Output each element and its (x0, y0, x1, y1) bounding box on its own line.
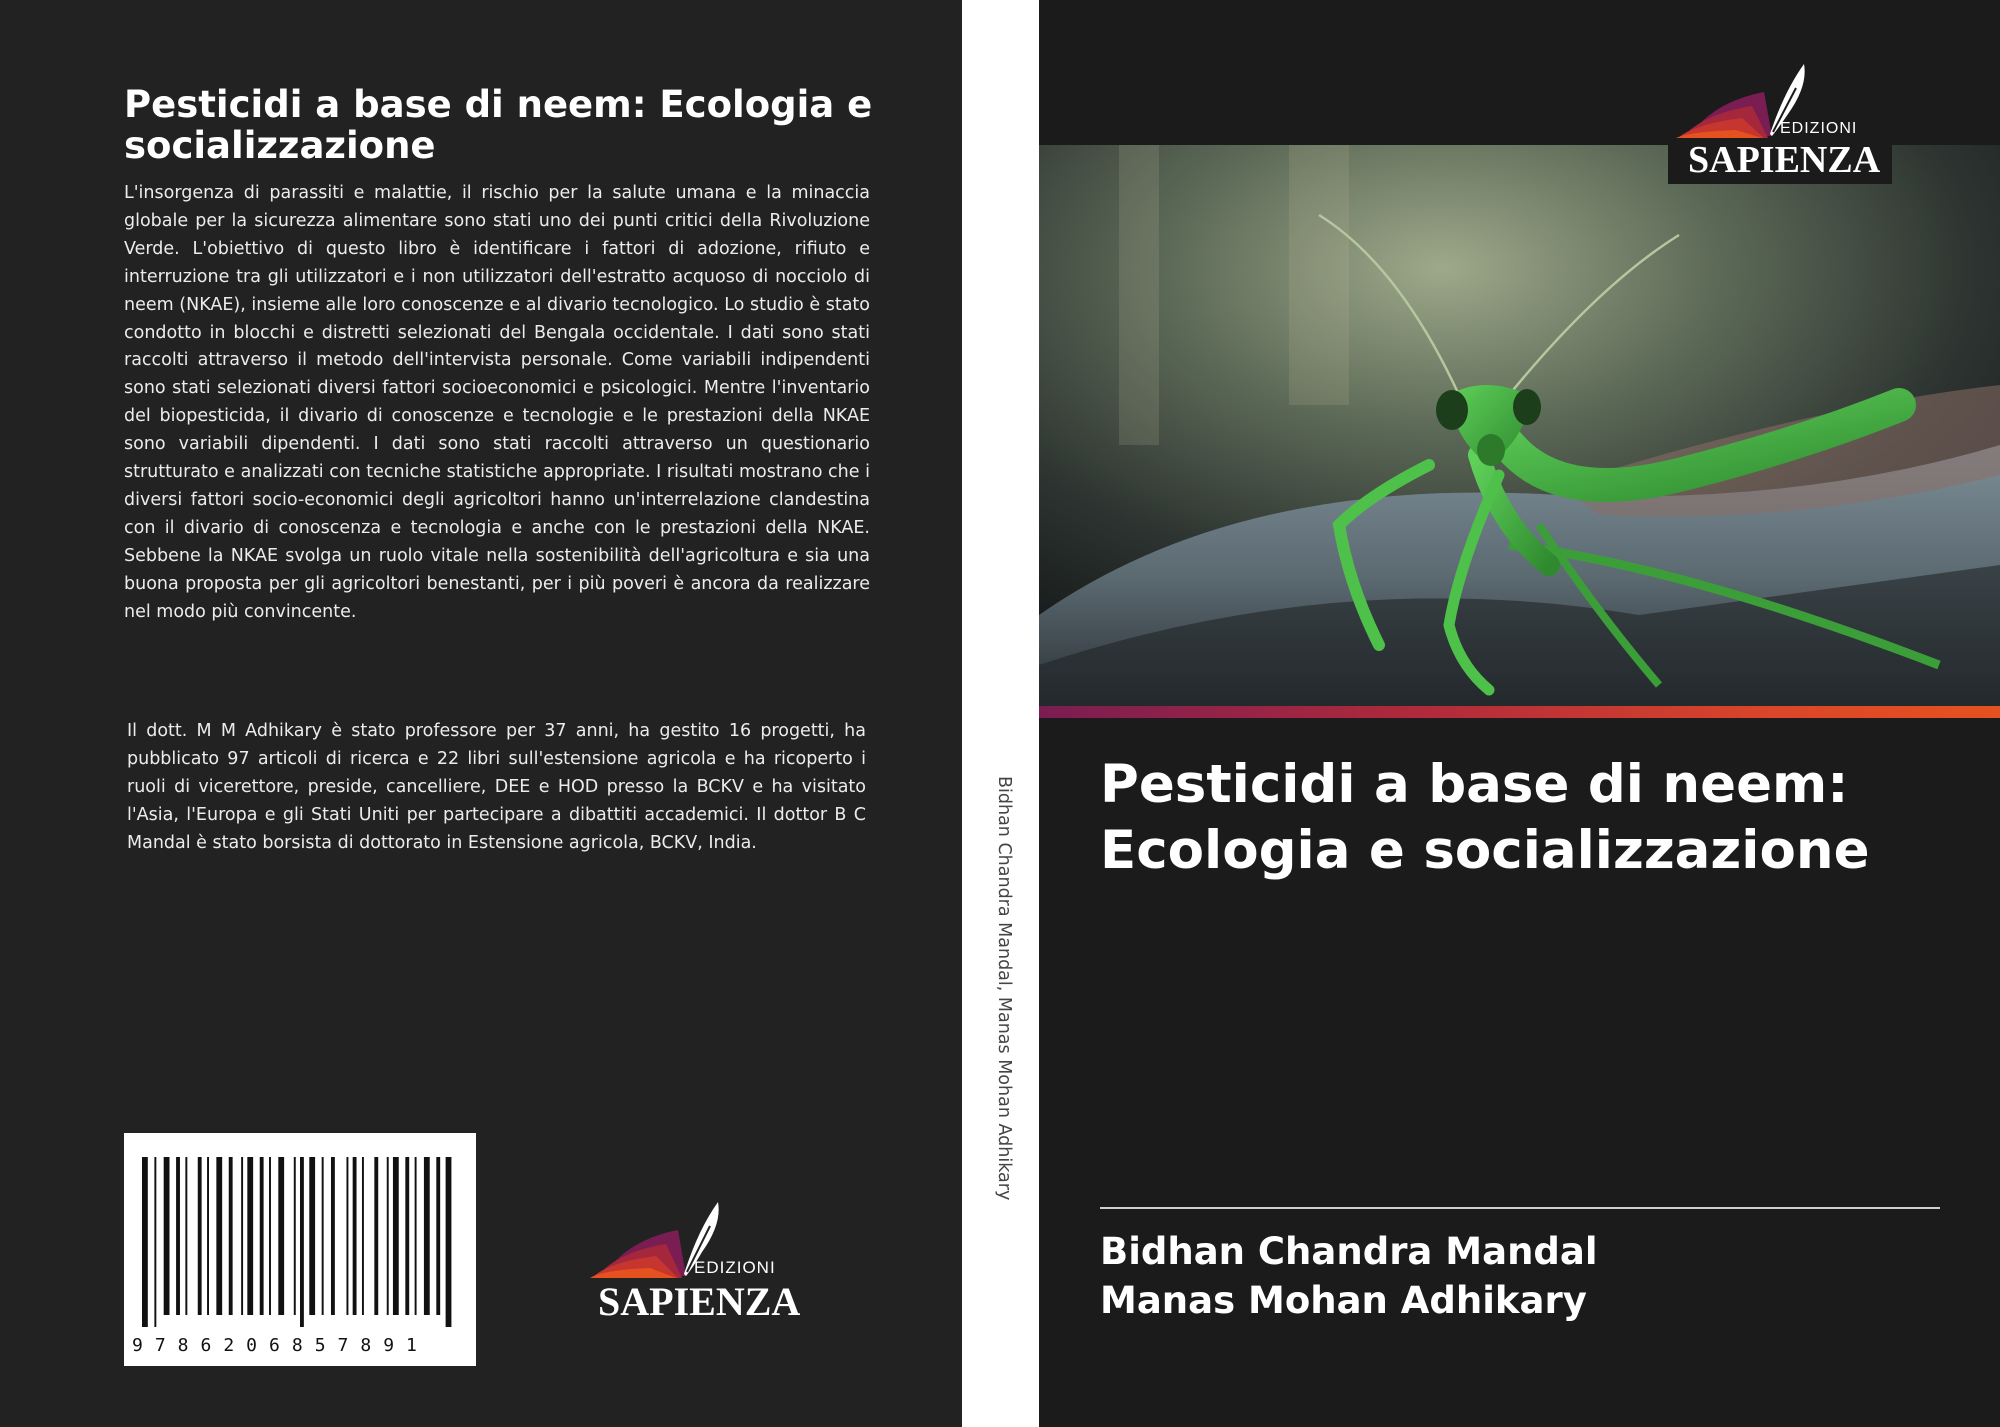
barcode-bar (269, 1157, 271, 1315)
author-bio: Il dott. M M Adhikary è stato professore per 37 anni, ha gestito 16 progetti, ha pubblicato 97 articoli di ricerca e 22 libri sull'estensione agricola e ha ricoperto i ruoli di vicerettore, preside, cancelliere, DEE e HOD presso la BCKV e ha visitato l'Asia, l'Europa e gli Stati Uniti per partecipare a dibattiti accademici. Il dottor B C Mandal è stato borsista di dottorato in Estensione agricola, BCKV, India. (127, 721, 866, 853)
barcode-bar (294, 1157, 296, 1315)
publisher-line1: EDIZIONI (694, 1258, 776, 1277)
divider (1100, 1207, 1940, 1209)
barcode-bar (260, 1157, 264, 1315)
barcode-bar (309, 1157, 315, 1315)
publisher-line2: SAPIENZA (598, 1279, 801, 1324)
barcode-bar (142, 1157, 148, 1327)
barcode-bar (387, 1157, 389, 1315)
publisher-logo-back (586, 1190, 804, 1325)
barcode-bars-icon (142, 1157, 458, 1327)
barcode-bar (207, 1157, 209, 1315)
barcode-bar (322, 1157, 324, 1315)
barcode-bar (362, 1157, 364, 1315)
barcode-bar (436, 1157, 440, 1315)
barcode-bar (300, 1157, 304, 1327)
barcode (124, 1133, 476, 1366)
barcode-bar (185, 1157, 187, 1315)
barcode-bar (353, 1157, 357, 1315)
barcode-bar (241, 1157, 243, 1315)
barcode-bar (405, 1157, 409, 1315)
barcode-digits: 9786206857891 (132, 1335, 429, 1356)
front-cover-title: Pesticidi a base di neem: Ecologia e socializzazione (1100, 754, 1870, 881)
back-cover-title: Pesticidi a base di neem: Ecologia e socializzazione (124, 83, 873, 167)
barcode-bar (331, 1157, 335, 1315)
barcode-bar (415, 1157, 417, 1315)
barcode-bar (229, 1157, 233, 1315)
barcode-bar (374, 1157, 378, 1315)
back-cover-description: L'insorgenza di parassiti e malattie, il rischio per la salute umana e la minaccia globale per la sicurezza alimentare sono stati uno dei punti critici della Rivoluzione Verde. L'obiettivo di questo libro è identificare i fattori di adozione, rifiuto e interruzione tra gli utilizzatori e i non utilizzatori dell'estratto acquoso di nocciolo di neem (NKAE), insieme alle loro conoscenze e al divario tecnologico. Lo studio è stato condotto in blocchi e distretti selezionati del Bengala occidentale. I dati sono stati raccolti attraverso il metodo dell'intervista personale. Come variabili indipendenti sono stati selezionati diversi fattori socioeconomici e psicologici. Mentre l'inventario del biopesticida, il divario di conoscenze e tecnologie e le prestazioni della NKAE sono variabili dipendenti. I dati sono stati raccolti attraverso un questionario strutturato e analizzati con tecniche statistiche appropriate. I risultati mostrano che i diversi fattori socio-economici degli agricoltori hanno un'interrelazione clandestina con il divario di conoscenza e tecnologia e anche con le prestazioni della NKAE. Sebbene la NKAE svolga un ruolo vitale nella sostenibilità dell'agricoltura e sia una buona proposta per gli agricoltori benestanti, per i più poveri è ancora da realizzare nel modo più convincente. (124, 183, 870, 622)
barcode-bar (176, 1157, 180, 1315)
barcode-bar (424, 1157, 430, 1315)
barcode-bar (346, 1157, 348, 1315)
barcode-bar (278, 1157, 284, 1315)
barcode-bar (216, 1157, 222, 1315)
spine (962, 0, 1039, 1427)
front-author-2: Manas Mohan Adhikary (1100, 1279, 1587, 1322)
barcode-bar (154, 1157, 156, 1327)
barcode-bar (164, 1157, 170, 1315)
publisher-line2: SAPIENZA (1688, 139, 1881, 181)
mantis-illustration (1039, 145, 2000, 706)
publisher-line1: EDIZIONI (1780, 120, 1858, 137)
front-author-1: Bidhan Chandra Mandal (1100, 1230, 1598, 1273)
publisher-logo-front (1668, 54, 1892, 184)
barcode-bar (393, 1157, 399, 1315)
spine-authors: Bidhan Chandra Mandal, Manas Mohan Adhikary (994, 776, 1014, 1201)
barcode-bar (446, 1157, 452, 1327)
barcode-bar (198, 1157, 202, 1315)
praying-mantis-image (1039, 145, 2000, 706)
accent-stripe (1039, 706, 2000, 718)
barcode-bar (247, 1157, 253, 1315)
